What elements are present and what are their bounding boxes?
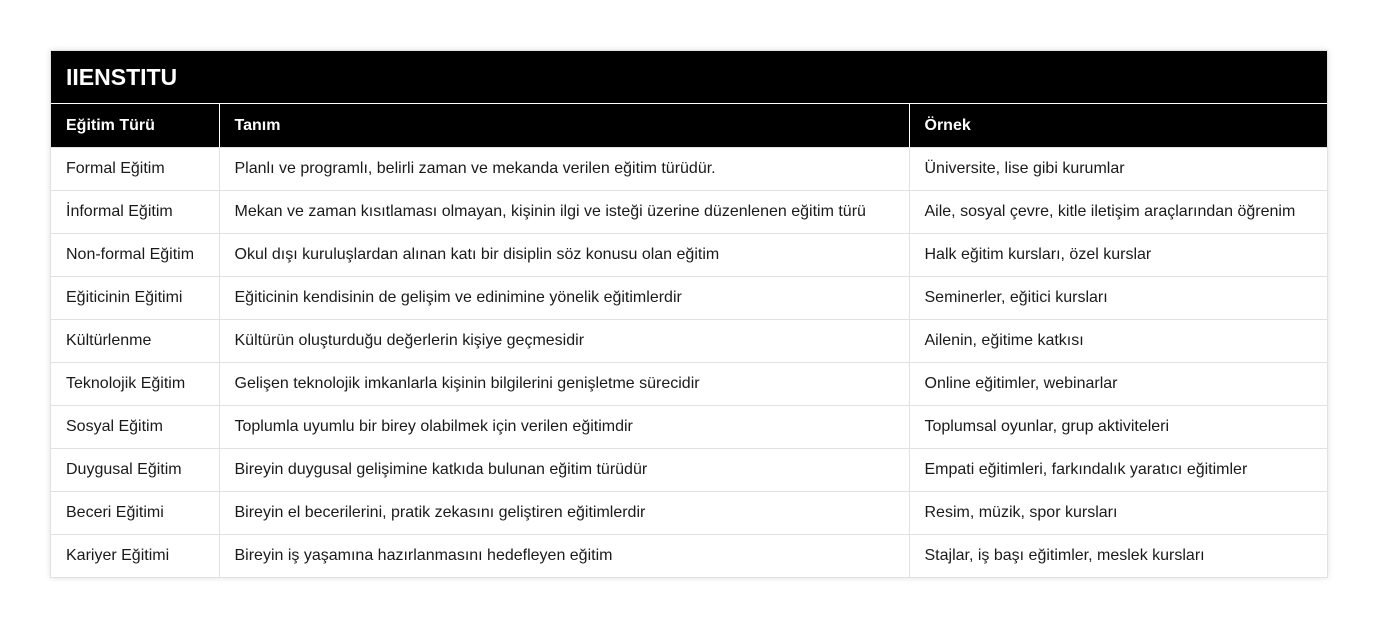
table-row (51, 234, 1327, 277)
header-row (51, 104, 1327, 148)
column-header-example: Örnek (909, 104, 1327, 148)
table-row (51, 277, 1327, 320)
cell-example: Resim, müzik, spor kursları (909, 492, 1327, 535)
cell-definition: Eğiticinin kendisinin de gelişim ve edinimine yönelik eğitimlerdir (219, 277, 909, 320)
cell-type: Kültürlenme (51, 320, 219, 363)
education-types-table (51, 104, 1327, 577)
cell-definition: Planlı ve programlı, belirli zaman ve mekanda verilen eğitim türüdür. (219, 148, 909, 191)
cell-example: Toplumsal oyunlar, grup aktiviteleri (909, 406, 1327, 449)
cell-type: İnformal Eğitim (51, 191, 219, 234)
cell-example: Ailenin, eğitime katkısı (909, 320, 1327, 363)
table-title: IIENSTITU (51, 51, 1327, 104)
table-row (51, 449, 1327, 492)
cell-definition: Bireyin el becerilerini, pratik zekasını geliştiren eğitimlerdir (219, 492, 909, 535)
cell-definition: Kültürün oluşturduğu değerlerin kişiye geçmesidir (219, 320, 909, 363)
cell-definition: Okul dışı kuruluşlardan alınan katı bir disiplin söz konusu olan eğitim (219, 234, 909, 277)
table-row (51, 492, 1327, 535)
cell-type: Formal Eğitim (51, 148, 219, 191)
cell-type: Eğiticinin Eğitimi (51, 277, 219, 320)
cell-example: Halk eğitim kursları, özel kurslar (909, 234, 1327, 277)
table-card (50, 50, 1328, 578)
table-row (51, 148, 1327, 191)
cell-definition: Bireyin duygusal gelişimine katkıda bulunan eğitim türüdür (219, 449, 909, 492)
cell-type: Sosyal Eğitim (51, 406, 219, 449)
column-header-type: Eğitim Türü (51, 104, 219, 148)
cell-type: Duygusal Eğitim (51, 449, 219, 492)
cell-example: Aile, sosyal çevre, kitle iletişim araçlarından öğrenim (909, 191, 1327, 234)
cell-example: Empati eğitimleri, farkındalık yaratıcı eğitimler (909, 449, 1327, 492)
table-row (51, 320, 1327, 363)
cell-example: Seminerler, eğitici kursları (909, 277, 1327, 320)
cell-type: Kariyer Eğitimi (51, 535, 219, 578)
cell-definition: Toplumla uyumlu bir birey olabilmek için verilen eğitimdir (219, 406, 909, 449)
cell-type: Non-formal Eğitim (51, 234, 219, 277)
cell-definition: Mekan ve zaman kısıtlaması olmayan, kişinin ilgi ve isteği üzerine düzenlenen eğitim türü (219, 191, 909, 234)
cell-example: Üniversite, lise gibi kurumlar (909, 148, 1327, 191)
column-header-definition: Tanım (219, 104, 909, 148)
table-row (51, 191, 1327, 234)
cell-example: Stajlar, iş başı eğitimler, meslek kursları (909, 535, 1327, 578)
cell-example: Online eğitimler, webinarlar (909, 363, 1327, 406)
cell-definition: Bireyin iş yaşamına hazırlanmasını hedefleyen eğitim (219, 535, 909, 578)
cell-type: Teknolojik Eğitim (51, 363, 219, 406)
cell-type: Beceri Eğitimi (51, 492, 219, 535)
table-row (51, 535, 1327, 578)
table-row (51, 363, 1327, 406)
cell-definition: Gelişen teknolojik imkanlarla kişinin bilgilerini genişletme sürecidir (219, 363, 909, 406)
table-row (51, 406, 1327, 449)
